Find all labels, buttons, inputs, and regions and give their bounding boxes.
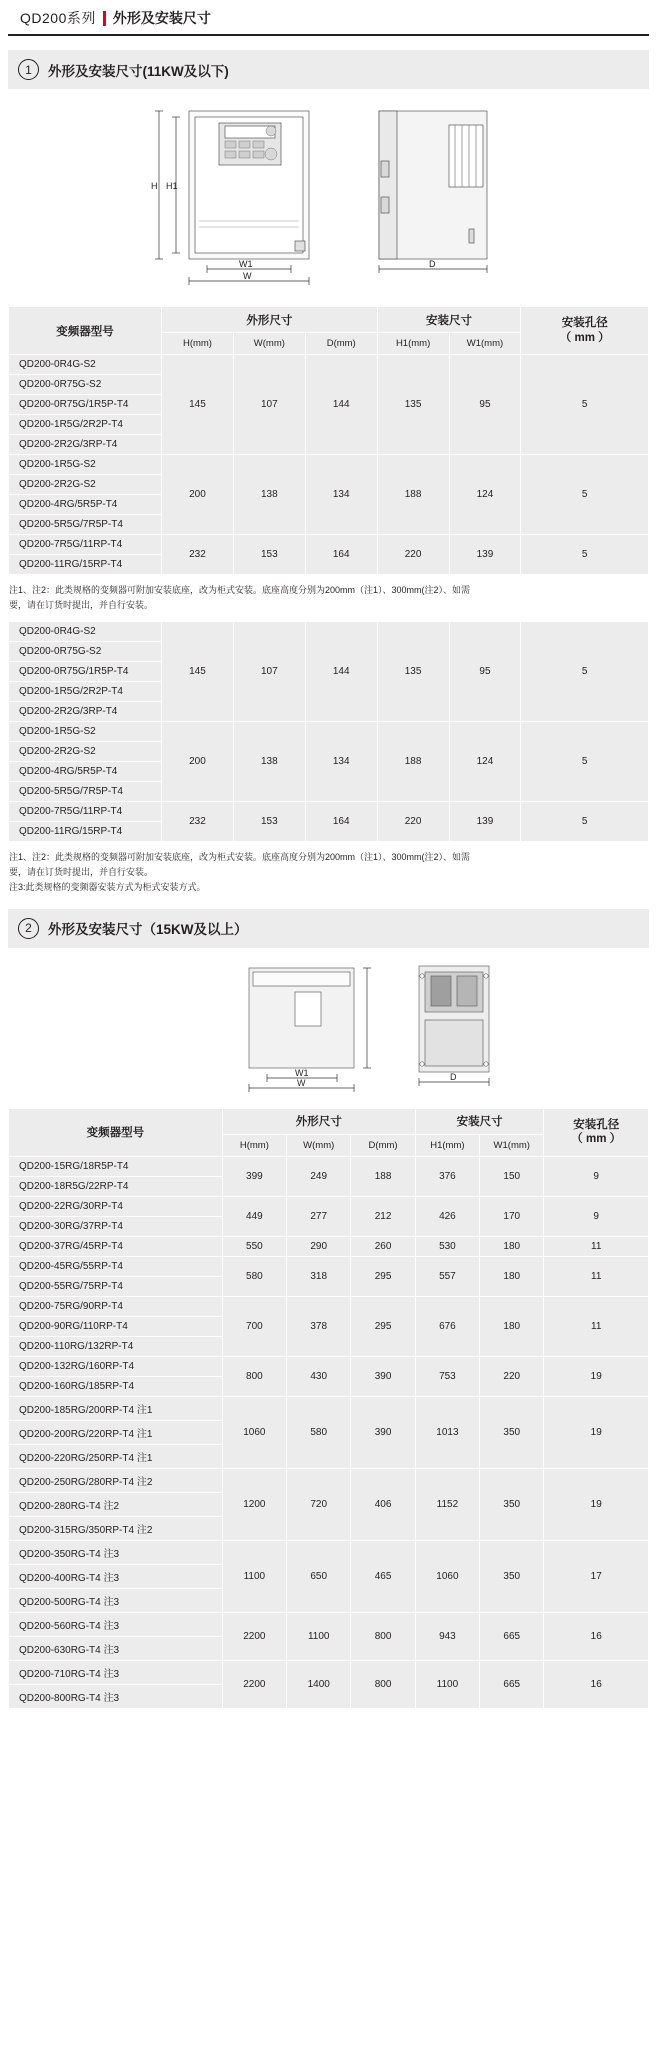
table-row [9,621,649,641]
model-cell: QD200-30RG/37RP-T4 [9,1216,223,1236]
dim-label-D: D [428,259,435,269]
value-hole: 5 [521,355,649,455]
dim-label-W1: W1 [238,259,252,269]
value-h: 2200 [222,1612,286,1660]
value-h1: 220 [377,535,449,575]
drawing-11kw-svg [119,101,539,296]
value-d: 465 [351,1540,415,1612]
model-cell: QD200-2R2G/3RP-T4 [9,435,162,455]
model-cell: QD200-315RG/350RP-T4 注2 [9,1516,223,1540]
model-cell: QD200-2R2G-S2 [9,741,162,761]
model-cell: QD200-132RG/160RP-T4 [9,1356,223,1376]
value-w: 430 [287,1356,351,1396]
value-w1: 350 [480,1396,544,1468]
value-w: 378 [287,1296,351,1356]
value-h1: 753 [415,1356,479,1396]
note-line: 注3:此类规格的变频器安装方式为柜式安装方式。 [9,881,206,892]
dim-label-H1: H1 [165,181,178,191]
model-cell: QD200-4RG/5R5P-T4 [9,761,162,781]
value-d: 295 [351,1296,415,1356]
value-h: 449 [222,1196,286,1236]
model-cell: QD200-37RG/45RP-T4 [9,1236,223,1256]
dim-label-W1-2: W1 [294,1067,308,1078]
value-w: 107 [233,355,305,455]
value-hole: 5 [521,455,649,535]
value-hole: 11 [544,1236,649,1256]
col-head-w1: W1(mm) [449,333,521,355]
table-row [9,1296,649,1316]
model-cell: QD200-18R5G/22RP-T4 [9,1176,223,1196]
col-head-model: 变频器型号 [9,1108,223,1156]
table-row [9,1236,649,1256]
section-title-1: 外形及安装尺寸(11KW及以下) [48,63,229,79]
value-h1: 557 [415,1256,479,1296]
note-line: 注1、注2：此类规格的变频器可附加安装底座，改为柜式安装。底座高度分别为200mm（注1）、300mm(注2）、如需 [9,851,471,862]
dimension-table-1 [8,306,649,575]
value-h: 700 [222,1296,286,1356]
value-w1: 95 [449,621,521,721]
value-hole: 5 [521,535,649,575]
value-w1: 170 [480,1196,544,1236]
value-h1: 135 [377,355,449,455]
drawing-11kw [8,95,649,298]
value-h1: 188 [377,455,449,535]
model-cell: QD200-400RG-T4 注3 [9,1564,223,1588]
value-d: 260 [351,1236,415,1256]
value-d: 800 [351,1660,415,1708]
col-head-mount: 安装尺寸 [377,307,521,333]
note-line: 要，请在订货时提出，并自行安装。 [9,866,154,877]
value-d: 134 [305,455,377,535]
value-hole: 5 [521,801,649,841]
drawing-15kw-svg [119,960,539,1098]
model-cell: QD200-220RG/250RP-T4 注1 [9,1444,223,1468]
value-hole: 5 [521,721,649,801]
value-hole: 17 [544,1540,649,1612]
value-h: 200 [162,455,234,535]
col-head-h1: H1(mm) [415,1134,479,1156]
value-w1: 350 [480,1540,544,1612]
model-cell: QD200-350RG-T4 注3 [9,1540,223,1564]
col-head-outer: 外形尺寸 [222,1108,415,1134]
value-hole: 16 [544,1612,649,1660]
model-cell: QD200-0R75G-S2 [9,375,162,395]
value-h1: 135 [377,621,449,721]
header-series: QD200系列 [20,10,96,26]
col-head-h: H(mm) [162,333,234,355]
value-w1: 220 [480,1356,544,1396]
model-cell: QD200-185RG/200RP-T4 注1 [9,1396,223,1420]
col-head-w: W(mm) [233,333,305,355]
value-h1: 188 [377,721,449,801]
value-h1: 376 [415,1156,479,1196]
value-d: 212 [351,1196,415,1236]
model-cell: QD200-0R75G-S2 [9,641,162,661]
value-w: 290 [287,1236,351,1256]
dimension-table-2 [8,621,649,842]
value-d: 295 [351,1256,415,1296]
model-cell: QD200-0R4G-S2 [9,355,162,375]
value-hole: 11 [544,1256,649,1296]
model-cell: QD200-11RG/15RP-T4 [9,821,162,841]
dim-label-D-2: D [449,1071,456,1082]
value-d: 188 [351,1156,415,1196]
drawing-15kw [8,954,649,1100]
section-heading-2 [8,909,649,948]
col-head-h: H(mm) [222,1134,286,1156]
table-row [9,455,649,475]
model-cell: QD200-560RG-T4 注3 [9,1612,223,1636]
dimension-table-3 [8,1108,649,1709]
col-head-h1: H1(mm) [377,333,449,355]
model-cell: QD200-250RG/280RP-T4 注2 [9,1468,223,1492]
table-row [9,1540,649,1564]
value-h: 232 [162,801,234,841]
model-cell: QD200-500RG-T4 注3 [9,1588,223,1612]
value-w: 720 [287,1468,351,1540]
value-hole: 16 [544,1660,649,1708]
section-number-2: 2 [18,918,39,939]
model-cell: QD200-0R4G-S2 [9,621,162,641]
value-h1: 1152 [415,1468,479,1540]
model-cell: QD200-7R5G/11RP-T4 [9,801,162,821]
model-cell: QD200-710RG-T4 注3 [9,1660,223,1684]
value-w: 277 [287,1196,351,1236]
value-h1: 426 [415,1196,479,1236]
notes-block-1 [9,584,648,613]
model-cell: QD200-55RG/75RP-T4 [9,1276,223,1296]
value-w1: 124 [449,721,521,801]
value-h: 200 [162,721,234,801]
value-d: 144 [305,355,377,455]
value-w1: 124 [449,455,521,535]
model-cell: QD200-800RG-T4 注3 [9,1684,223,1708]
model-cell: QD200-630RG-T4 注3 [9,1636,223,1660]
value-d: 800 [351,1612,415,1660]
value-hole: 19 [544,1396,649,1468]
table-row [9,1196,649,1216]
value-d: 390 [351,1356,415,1396]
value-w: 580 [287,1396,351,1468]
model-cell: QD200-22RG/30RP-T4 [9,1196,223,1216]
value-h: 145 [162,621,234,721]
note-line: 要，请在订货时提出，并自行安装。 [9,599,154,610]
value-d: 164 [305,535,377,575]
value-hole: 19 [544,1468,649,1540]
col-head-outer: 外形尺寸 [162,307,378,333]
dim-label-W: W [242,271,251,281]
model-cell: QD200-200RG/220RP-T4 注1 [9,1420,223,1444]
model-cell: QD200-2R2G/3RP-T4 [9,701,162,721]
value-d: 406 [351,1468,415,1540]
header-red-bar [103,11,106,26]
value-hole: 19 [544,1356,649,1396]
header-title: 外形及安装尺寸 [112,10,211,26]
value-w1: 180 [480,1296,544,1356]
model-cell: QD200-280RG-T4 注2 [9,1492,223,1516]
value-d: 144 [305,621,377,721]
model-cell: QD200-5R5G/7R5P-T4 [9,515,162,535]
model-cell: QD200-45RG/55RP-T4 [9,1256,223,1276]
value-w: 1400 [287,1660,351,1708]
value-w: 153 [233,801,305,841]
dim-label-H: H [150,181,157,191]
value-w: 318 [287,1256,351,1296]
notes-block-2 [9,851,648,895]
table-row [9,535,649,555]
model-cell: QD200-7R5G/11RP-T4 [9,535,162,555]
model-cell: QD200-90RG/110RP-T4 [9,1316,223,1336]
value-w1: 665 [480,1660,544,1708]
value-d: 164 [305,801,377,841]
model-cell: QD200-110RG/132RP-T4 [9,1336,223,1356]
table-row [9,355,649,375]
value-w1: 180 [480,1236,544,1256]
value-h: 2200 [222,1660,286,1708]
model-cell: QD200-5R5G/7R5P-T4 [9,781,162,801]
table-row [9,801,649,821]
value-hole: 5 [521,621,649,721]
value-w: 249 [287,1156,351,1196]
value-h1: 220 [377,801,449,841]
table-row [9,1356,649,1376]
value-w: 138 [233,455,305,535]
model-cell: QD200-1R5G/2R2P-T4 [9,681,162,701]
value-w: 153 [233,535,305,575]
dim-label-W-2: W [296,1077,305,1088]
model-cell: QD200-1R5G-S2 [9,721,162,741]
col-head-w1: W1(mm) [480,1134,544,1156]
table-header-row-1 [9,307,649,333]
col-head-w: W(mm) [287,1134,351,1156]
value-h: 580 [222,1256,286,1296]
value-hole: 11 [544,1296,649,1356]
value-h: 550 [222,1236,286,1256]
value-h1: 530 [415,1236,479,1256]
value-h: 399 [222,1156,286,1196]
value-h1: 1013 [415,1396,479,1468]
model-cell: QD200-1R5G/2R2P-T4 [9,415,162,435]
model-cell: QD200-15RG/18R5P-T4 [9,1156,223,1176]
model-cell: QD200-0R75G/1R5P-T4 [9,661,162,681]
section-heading-1 [8,50,649,89]
value-h: 145 [162,355,234,455]
section-number-1: 1 [18,59,39,80]
value-h1: 943 [415,1612,479,1660]
value-w: 138 [233,721,305,801]
table-row [9,1396,649,1420]
table-row [9,721,649,741]
value-h1: 676 [415,1296,479,1356]
model-cell: QD200-2R2G-S2 [9,475,162,495]
value-h: 1100 [222,1540,286,1612]
value-w: 650 [287,1540,351,1612]
value-w1: 150 [480,1156,544,1196]
col-head-d: D(mm) [351,1134,415,1156]
table-row [9,1660,649,1684]
model-cell: QD200-11RG/15RP-T4 [9,555,162,575]
section-title-2: 外形及安装尺寸（15KW及以上） [48,922,248,938]
value-w1: 139 [449,535,521,575]
col-head-hole: 安装孔径 （ mm ） [521,307,649,355]
value-w: 107 [233,621,305,721]
col-head-model: 变频器型号 [9,307,162,355]
model-cell: QD200-160RG/185RP-T4 [9,1376,223,1396]
value-h: 1060 [222,1396,286,1468]
table-row [9,1256,649,1276]
table-header-row-3 [9,1108,649,1134]
value-d: 134 [305,721,377,801]
col-head-d: D(mm) [305,333,377,355]
value-h: 1200 [222,1468,286,1540]
value-w1: 139 [449,801,521,841]
col-head-mount: 安装尺寸 [415,1108,544,1134]
value-h1: 1060 [415,1540,479,1612]
value-w1: 350 [480,1468,544,1540]
value-w1: 665 [480,1612,544,1660]
value-hole: 9 [544,1196,649,1236]
table-row [9,1612,649,1636]
note-line: 注1、注2：此类规格的变频器可附加安装底座，改为柜式安装。底座高度分别为200mm（注1）、300mm(注2）、如需 [9,585,471,595]
value-d: 390 [351,1396,415,1468]
value-w: 1100 [287,1612,351,1660]
model-cell: QD200-75RG/90RP-T4 [9,1296,223,1316]
value-w1: 95 [449,355,521,455]
value-hole: 9 [544,1156,649,1196]
model-cell: QD200-1R5G-S2 [9,455,162,475]
model-cell: QD200-4RG/5R5P-T4 [9,495,162,515]
value-h: 800 [222,1356,286,1396]
page-header [8,0,649,36]
table-row [9,1156,649,1176]
model-cell: QD200-0R75G/1R5P-T4 [9,395,162,415]
table-row [9,1468,649,1492]
value-h: 232 [162,535,234,575]
col-head-hole: 安装孔径 （ mm ） [544,1108,649,1156]
value-h1: 1100 [415,1660,479,1708]
value-w1: 180 [480,1256,544,1296]
